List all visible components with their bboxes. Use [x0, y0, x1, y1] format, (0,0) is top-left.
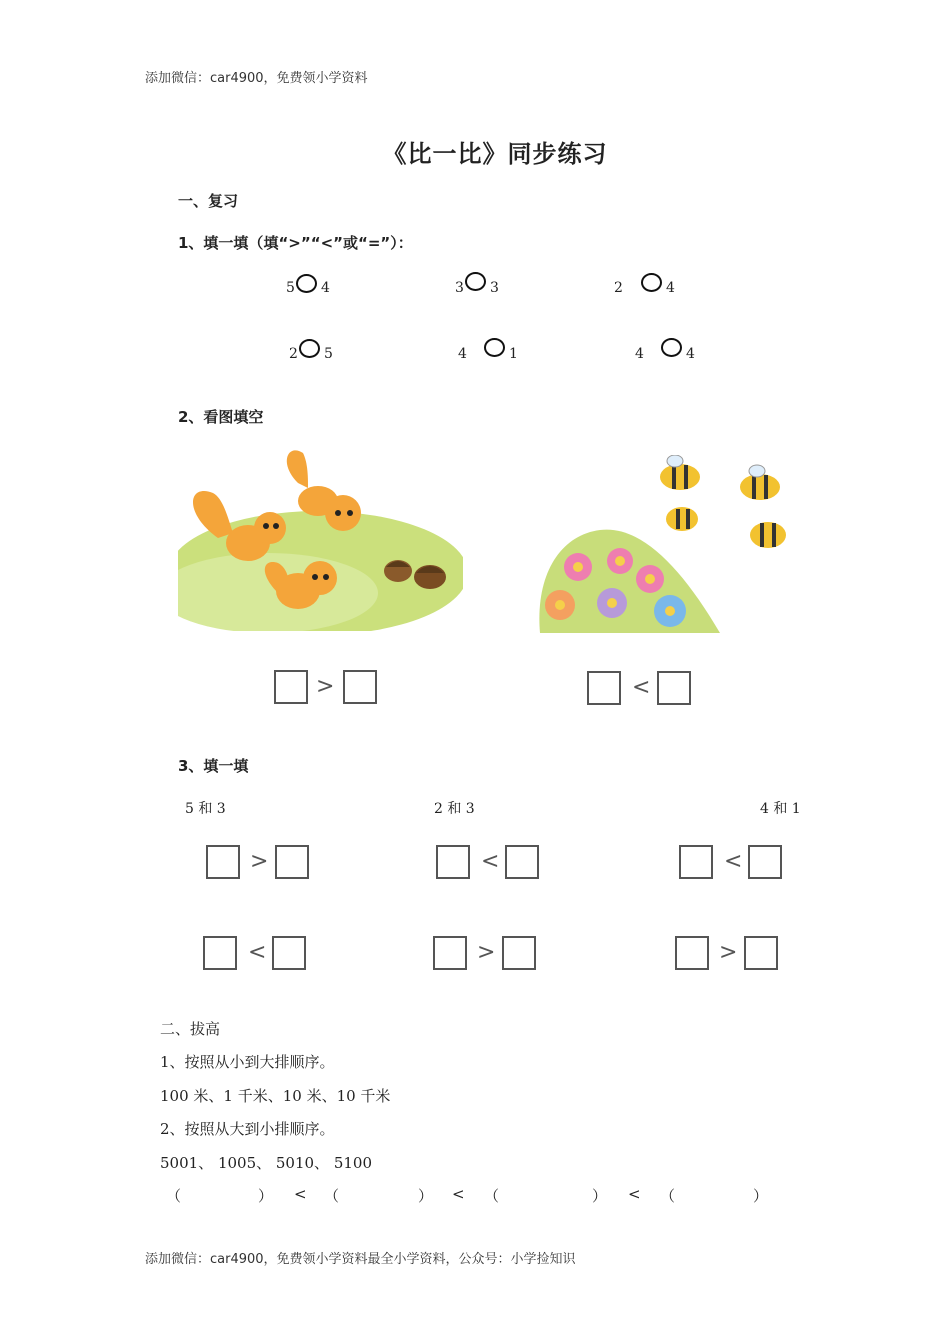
- section-review-heading: 一、复习: [178, 192, 239, 210]
- q2-label: 2、看图填空: [178, 408, 264, 426]
- q2-right-box-2[interactable]: [657, 671, 691, 705]
- q1-item-2-right: 3: [490, 280, 499, 296]
- q1-item-1-left: 5: [286, 280, 295, 296]
- q3-r1-c3-box-a[interactable]: [679, 845, 713, 879]
- advance-q1-label: 1、按照从小到大排顺序。: [160, 1053, 335, 1071]
- q1-item-1-blank[interactable]: [296, 274, 317, 293]
- footer-note: 添加微信：car4900，免费领小学资料最全小学资料，公众号：小学捡知识: [145, 1252, 576, 1267]
- q1-item-5-blank[interactable]: [484, 338, 505, 357]
- advance-q2-items: 5001、 1005、 5010、 5100: [160, 1154, 372, 1172]
- q3-r2-c1-box-b[interactable]: [272, 936, 306, 970]
- advance-q1-items: 100 米、1 千米、10 米、10 千米: [160, 1087, 391, 1105]
- answer-paren-1-open: （: [166, 1187, 182, 1205]
- q3-label: 3、填一填: [178, 757, 249, 775]
- q3-r1-c2-box-b[interactable]: [505, 845, 539, 879]
- squirrels-image: [178, 443, 463, 631]
- q1-item-6-blank[interactable]: [661, 338, 682, 357]
- q1-item-1-right: 4: [321, 280, 330, 296]
- q1-item-3-left: 2: [614, 280, 623, 296]
- q1-item-4-left: 2: [289, 346, 298, 362]
- q3-r1-c2-symbol: <: [481, 849, 500, 874]
- q1-item-3-blank[interactable]: [641, 273, 662, 292]
- q1-label: 1、填一填（填“>”“<”或“=”）：: [178, 234, 413, 252]
- q1-item-6-left: 4: [635, 346, 644, 362]
- q3-r1-c3-box-b[interactable]: [748, 845, 782, 879]
- section-advance-heading: 二、拔高: [160, 1020, 221, 1038]
- bee-icon: [750, 522, 786, 548]
- q1-item-4-right: 5: [324, 346, 333, 362]
- q3-r2-c1-symbol: <: [248, 940, 267, 965]
- advance-q2-label: 2、按照从大到小排顺序。: [160, 1120, 335, 1138]
- answer-sign-2: <: [452, 1185, 465, 1203]
- q3-r1-c3-symbol: <: [724, 849, 743, 874]
- q2-right-box-1[interactable]: [587, 671, 621, 705]
- answer-paren-3-open: （: [484, 1187, 500, 1205]
- q3-r2-c2-box-b[interactable]: [502, 936, 536, 970]
- header-note: 添加微信：car4900，免费领小学资料: [145, 71, 368, 86]
- answer-paren-1-close: ）: [258, 1187, 274, 1205]
- answer-paren-4-open: （: [660, 1187, 676, 1205]
- q1-item-5-right: 1: [509, 346, 518, 362]
- bees-flowers-image: [520, 455, 805, 633]
- q3-group-2: 2 和 3: [434, 801, 475, 817]
- q3-r1-c2-box-a[interactable]: [436, 845, 470, 879]
- q1-item-4-blank[interactable]: [299, 339, 320, 358]
- answer-paren-2-close: ）: [418, 1187, 434, 1205]
- q1-item-3-right: 4: [666, 280, 675, 296]
- bee-icon: [666, 507, 698, 531]
- q1-item-2-blank[interactable]: [465, 272, 486, 291]
- q3-r2-c2-box-a[interactable]: [433, 936, 467, 970]
- answer-paren-4-close: ）: [753, 1187, 769, 1205]
- answer-paren-2-open: （: [324, 1187, 340, 1205]
- q1-item-5-left: 4: [458, 346, 467, 362]
- q3-r1-c1-symbol: >: [250, 849, 269, 874]
- q2-right-symbol: <: [632, 675, 651, 700]
- q1-item-2-left: 3: [455, 280, 464, 296]
- q3-r2-c3-box-a[interactable]: [675, 936, 709, 970]
- q3-r1-c1-box-b[interactable]: [275, 845, 309, 879]
- q3-r2-c3-symbol: >: [719, 940, 738, 965]
- q2-left-box-1[interactable]: [274, 670, 308, 704]
- page-title: 《比一比》同步练习: [382, 140, 608, 168]
- q3-group-1: 5 和 3: [185, 801, 226, 817]
- q3-group-3: 4 和 1: [760, 801, 801, 817]
- q3-r1-c1-box-a[interactable]: [206, 845, 240, 879]
- q1-item-6-right: 4: [686, 346, 695, 362]
- q3-r2-c2-symbol: >: [477, 940, 496, 965]
- q2-left-symbol: >: [316, 674, 335, 699]
- answer-paren-3-close: ）: [592, 1187, 608, 1205]
- q2-left-box-2[interactable]: [343, 670, 377, 704]
- answer-sign-1: <: [294, 1185, 307, 1203]
- q3-r2-c3-box-b[interactable]: [744, 936, 778, 970]
- answer-sign-3: <: [628, 1185, 641, 1203]
- q3-r2-c1-box-a[interactable]: [203, 936, 237, 970]
